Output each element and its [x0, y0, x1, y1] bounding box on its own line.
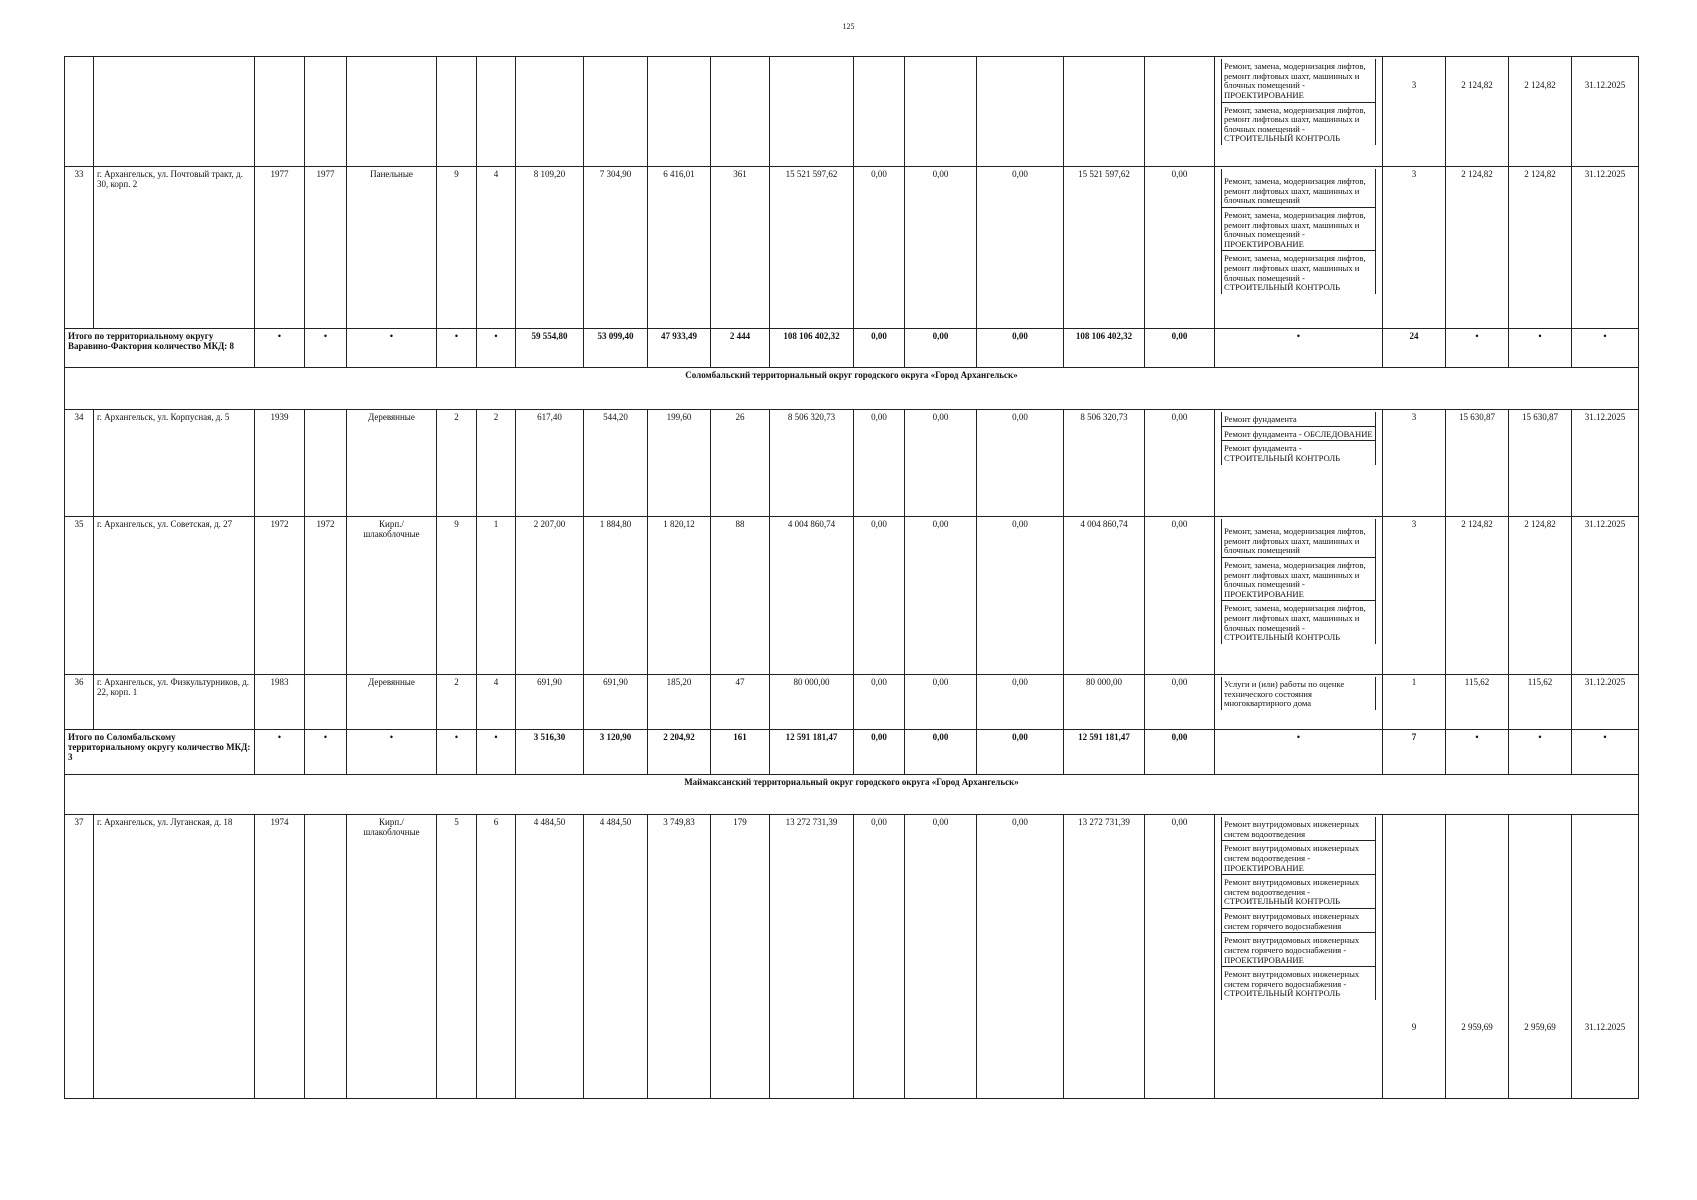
placeholder-dot: •	[477, 730, 516, 775]
total-label: Итого по территориальному округу Варавино-Фактория количество МКД: 8	[65, 329, 255, 368]
residents: 26	[711, 410, 770, 517]
placeholder-dot: •	[305, 329, 347, 368]
work-item: Ремонт внутридомовых инженерных систем горячего водоснабжения - ПРОЕКТИРОВАНИЕ	[1222, 932, 1375, 966]
work-item: Ремонт внутридомовых инженерных систем горячего водоснабжения	[1222, 908, 1375, 932]
year-built: 1977	[255, 167, 305, 329]
row-number: 36	[65, 675, 94, 730]
fund-regional: 0,00	[905, 410, 977, 517]
area-owned: 199,60	[648, 410, 711, 517]
capital-repair-table	[64, 56, 1639, 1099]
work-item: Ремонт фундамента - ОБСЛЕДОВАНИЕ	[1222, 426, 1375, 441]
fund-owners: 80 000,00	[1064, 675, 1145, 730]
fund-other: 0,00	[1145, 167, 1215, 329]
fund-regional: 0,00	[905, 815, 977, 1099]
entrances: 1	[477, 517, 516, 675]
area-total: 4 484,50	[516, 815, 584, 1099]
placeholder-dot: •	[347, 730, 437, 775]
area-owned: 3 749,83	[648, 815, 711, 1099]
table-row	[65, 410, 1639, 517]
total-residents: 2 444	[711, 329, 770, 368]
cost-total: 4 004 860,74	[770, 517, 854, 675]
cost-per-unit: 2 124,82	[1446, 57, 1509, 167]
total-cost: 12 591 181,47	[770, 730, 854, 775]
placeholder-dot: •	[255, 730, 305, 775]
fund-local: 0,00	[977, 815, 1064, 1099]
cost-per-unit: 2 959,69	[1446, 815, 1509, 1099]
address: г. Архангельск, ул. Корпусная, д. 5	[94, 410, 255, 517]
table-row	[65, 675, 1639, 730]
work-count: 3	[1383, 167, 1446, 329]
row-number: 35	[65, 517, 94, 675]
district-total-row	[65, 329, 1639, 368]
limit-cost: 2 959,69	[1509, 815, 1572, 1099]
year-built: 1983	[255, 675, 305, 730]
cost-total: 15 521 597,62	[770, 167, 854, 329]
entrances: 4	[477, 675, 516, 730]
deadline: 31.12.2025	[1572, 815, 1639, 1099]
address: г. Архангельск, ул. Советская, д. 27	[94, 517, 255, 675]
wall-material: Панельные	[347, 167, 437, 329]
work-item: Ремонт внутридомовых инженерных систем водоотведения - ПРОЕКТИРОВАНИЕ	[1222, 840, 1375, 874]
work-count: 1	[1383, 675, 1446, 730]
fund-owners: 4 004 860,74	[1064, 517, 1145, 675]
work-item: Ремонт, замена, модернизация лифтов, ремонт лифтовых шахт, машинных и блочных помещений - СТРОИТЕЛЬНЫЙ КОНТРОЛЬ	[1222, 250, 1375, 294]
entrances: 4	[477, 167, 516, 329]
table-row	[65, 517, 1639, 675]
residents: 88	[711, 517, 770, 675]
year-built: 1972	[255, 517, 305, 675]
cost-per-unit: 15 630,87	[1446, 410, 1509, 517]
work-item: Ремонт внутридомовых инженерных систем водоотведения	[1224, 819, 1360, 839]
continuation-row	[65, 57, 1639, 167]
placeholder-dot: •	[1446, 329, 1509, 368]
work-count: 3	[1383, 517, 1446, 675]
section-header-row	[65, 775, 1639, 815]
placeholder-dot: •	[1572, 329, 1639, 368]
total-count: 7	[1383, 730, 1446, 775]
total-fund-other: 0,00	[1145, 730, 1215, 775]
fund-federal: 0,00	[854, 675, 905, 730]
total-area: 59 554,80	[516, 329, 584, 368]
limit-cost: 2 124,82	[1509, 57, 1572, 167]
cost-total: 80 000,00	[770, 675, 854, 730]
total-label: Итого по Соломбальскому территориальному округу количество МКД: 3	[65, 730, 255, 775]
work-item: Ремонт, замена, модернизация лифтов, ремонт лифтовых шахт, машинных и блочных помещений - СТРОИТЕЛЬНЫЙ КОНТРОЛЬ	[1222, 600, 1375, 644]
table-row	[65, 167, 1639, 329]
work-item: Ремонт, замена, модернизация лифтов, ремонт лифтовых шахт, машинных и блочных помещений - ПРОЕКТИРОВАНИЕ	[1222, 207, 1375, 251]
total-area-owned: 2 204,92	[648, 730, 711, 775]
cost-total: 13 272 731,39	[770, 815, 854, 1099]
deadline: 31.12.2025	[1572, 57, 1639, 167]
year-commissioned	[305, 815, 347, 1099]
residents: 47	[711, 675, 770, 730]
fund-federal: 0,00	[854, 410, 905, 517]
work-item: Ремонт, замена, модернизация лифтов, ремонт лифтовых шахт, машинных и блочных помещений - ПРОЕКТИРОВАНИЕ	[1222, 557, 1375, 601]
fund-owners: 8 506 320,73	[1064, 410, 1145, 517]
placeholder-dot: •	[477, 329, 516, 368]
year-commissioned: 1977	[305, 167, 347, 329]
fund-federal: 0,00	[854, 517, 905, 675]
year-built: 1939	[255, 410, 305, 517]
deadline: 31.12.2025	[1572, 675, 1639, 730]
year-commissioned: 1972	[305, 517, 347, 675]
placeholder-dot: •	[1446, 730, 1509, 775]
floors: 5	[437, 815, 477, 1099]
residents: 361	[711, 167, 770, 329]
fund-federal: 0,00	[854, 167, 905, 329]
work-count: 9	[1383, 815, 1446, 1099]
row-number: 33	[65, 167, 94, 329]
page-number: 125	[842, 22, 855, 31]
work-item: Ремонт фундамента	[1224, 414, 1297, 424]
work-count: 3	[1383, 410, 1446, 517]
work-item: Ремонт, замена, модернизация лифтов, ремонт лифтовых шахт, машинных и блочных помещений - СТРОИТЕЛЬНЫЙ КОНТРОЛЬ	[1222, 102, 1375, 146]
area-total: 691,90	[516, 675, 584, 730]
limit-cost: 15 630,87	[1509, 410, 1572, 517]
total-fund-other: 0,00	[1145, 329, 1215, 368]
cost-total: 8 506 320,73	[770, 410, 854, 517]
cost-per-unit: 2 124,82	[1446, 167, 1509, 329]
address: г. Архангельск, ул. Почтовый тракт, д. 30, корп. 2	[94, 167, 255, 329]
work-item: Ремонт внутридомовых инженерных систем водоотведения - СТРОИТЕЛЬНЫЙ КОНТРОЛЬ	[1222, 874, 1375, 908]
total-area-owned: 47 933,49	[648, 329, 711, 368]
fund-regional: 0,00	[905, 167, 977, 329]
area-total: 8 109,20	[516, 167, 584, 329]
placeholder-dot: •	[1509, 730, 1572, 775]
placeholder-dot: •	[1572, 730, 1639, 775]
fund-local: 0,00	[977, 167, 1064, 329]
total-area-living: 53 099,40	[584, 329, 648, 368]
work-item: Ремонт, замена, модернизация лифтов, ремонт лифтовых шахт, машинных и блочных помещений - ПРОЕКТИРОВАНИЕ	[1224, 61, 1366, 100]
placeholder-dot: •	[347, 329, 437, 368]
table-row	[65, 815, 1639, 1099]
work-item: Ремонт внутридомовых инженерных систем горячего водоснабжения - СТРОИТЕЛЬНЫЙ КОНТРОЛЬ	[1222, 966, 1375, 1000]
area-total: 617,40	[516, 410, 584, 517]
area-owned: 185,20	[648, 675, 711, 730]
fund-regional: 0,00	[905, 675, 977, 730]
fund-regional: 0,00	[905, 517, 977, 675]
cost-per-unit: 2 124,82	[1446, 517, 1509, 675]
placeholder-dot: •	[1509, 329, 1572, 368]
area-owned: 1 820,12	[648, 517, 711, 675]
district-heading: Соломбальский территориальный округ городского округа «Город Архангельск»	[65, 368, 1639, 410]
floors: 9	[437, 167, 477, 329]
address: г. Архангельск, ул. Луганская, д. 18	[94, 815, 255, 1099]
year-built: 1974	[255, 815, 305, 1099]
total-fund-owners: 12 591 181,47	[1064, 730, 1145, 775]
row-number: 37	[65, 815, 94, 1099]
district-total-row	[65, 730, 1639, 775]
work-item: Услуги и (или) работы по оценке технического состояния многоквартирного дома	[1224, 679, 1345, 709]
area-owned: 6 416,01	[648, 167, 711, 329]
residents: 179	[711, 815, 770, 1099]
total-count: 24	[1383, 329, 1446, 368]
work-item: Ремонт, замена, модернизация лифтов, ремонт лифтовых шахт, машинных и блочных помещений	[1224, 526, 1366, 556]
area-living: 1 884,80	[584, 517, 648, 675]
address: г. Архангельск, ул. Физкультурников, д. 22, корп. 1	[94, 675, 255, 730]
deadline: 31.12.2025	[1572, 167, 1639, 329]
fund-other: 0,00	[1145, 517, 1215, 675]
fund-other: 0,00	[1145, 410, 1215, 517]
limit-cost: 115,62	[1509, 675, 1572, 730]
area-total: 2 207,00	[516, 517, 584, 675]
total-fund-federal: 0,00	[854, 329, 905, 368]
work-count: 3	[1383, 57, 1446, 167]
total-area-living: 3 120,90	[584, 730, 648, 775]
year-commissioned	[305, 410, 347, 517]
cost-per-unit: 115,62	[1446, 675, 1509, 730]
area-living: 4 484,50	[584, 815, 648, 1099]
wall-material: Кирп./ шлакоблочные	[347, 815, 437, 1099]
fund-local: 0,00	[977, 517, 1064, 675]
placeholder-dot: •	[305, 730, 347, 775]
limit-cost: 2 124,82	[1509, 167, 1572, 329]
work-item: Ремонт фундамента - СТРОИТЕЛЬНЫЙ КОНТРОЛЬ	[1222, 440, 1375, 464]
placeholder-dot: •	[1215, 329, 1383, 368]
placeholder-dot: •	[437, 329, 477, 368]
floors: 9	[437, 517, 477, 675]
entrances: 6	[477, 815, 516, 1099]
area-living: 7 304,90	[584, 167, 648, 329]
placeholder-dot: •	[437, 730, 477, 775]
total-cost: 108 106 402,32	[770, 329, 854, 368]
year-commissioned	[305, 675, 347, 730]
floors: 2	[437, 410, 477, 517]
fund-other: 0,00	[1145, 815, 1215, 1099]
fund-other: 0,00	[1145, 675, 1215, 730]
area-living: 544,20	[584, 410, 648, 517]
fund-local: 0,00	[977, 410, 1064, 517]
total-residents: 161	[711, 730, 770, 775]
area-living: 691,90	[584, 675, 648, 730]
limit-cost: 2 124,82	[1509, 517, 1572, 675]
entrances: 2	[477, 410, 516, 517]
total-area: 3 516,30	[516, 730, 584, 775]
row-number: 34	[65, 410, 94, 517]
deadline: 31.12.2025	[1572, 410, 1639, 517]
fund-federal: 0,00	[854, 815, 905, 1099]
total-fund-federal: 0,00	[854, 730, 905, 775]
total-fund-owners: 108 106 402,32	[1064, 329, 1145, 368]
total-fund-local: 0,00	[977, 730, 1064, 775]
placeholder-dot: •	[1215, 730, 1383, 775]
total-fund-regional: 0,00	[905, 730, 977, 775]
deadline: 31.12.2025	[1572, 517, 1639, 675]
floors: 2	[437, 675, 477, 730]
work-item: Ремонт, замена, модернизация лифтов, ремонт лифтовых шахт, машинных и блочных помещений	[1224, 176, 1366, 206]
fund-owners: 15 521 597,62	[1064, 167, 1145, 329]
district-heading: Маймаксанский территориальный округ городского округа «Город Архангельск»	[65, 775, 1639, 815]
fund-local: 0,00	[977, 675, 1064, 730]
total-fund-local: 0,00	[977, 329, 1064, 368]
wall-material: Кирп./ шлакоблочные	[347, 517, 437, 675]
placeholder-dot: •	[255, 329, 305, 368]
wall-material: Деревянные	[347, 410, 437, 517]
fund-owners: 13 272 731,39	[1064, 815, 1145, 1099]
wall-material: Деревянные	[347, 675, 437, 730]
section-header-row	[65, 368, 1639, 410]
total-fund-regional: 0,00	[905, 329, 977, 368]
